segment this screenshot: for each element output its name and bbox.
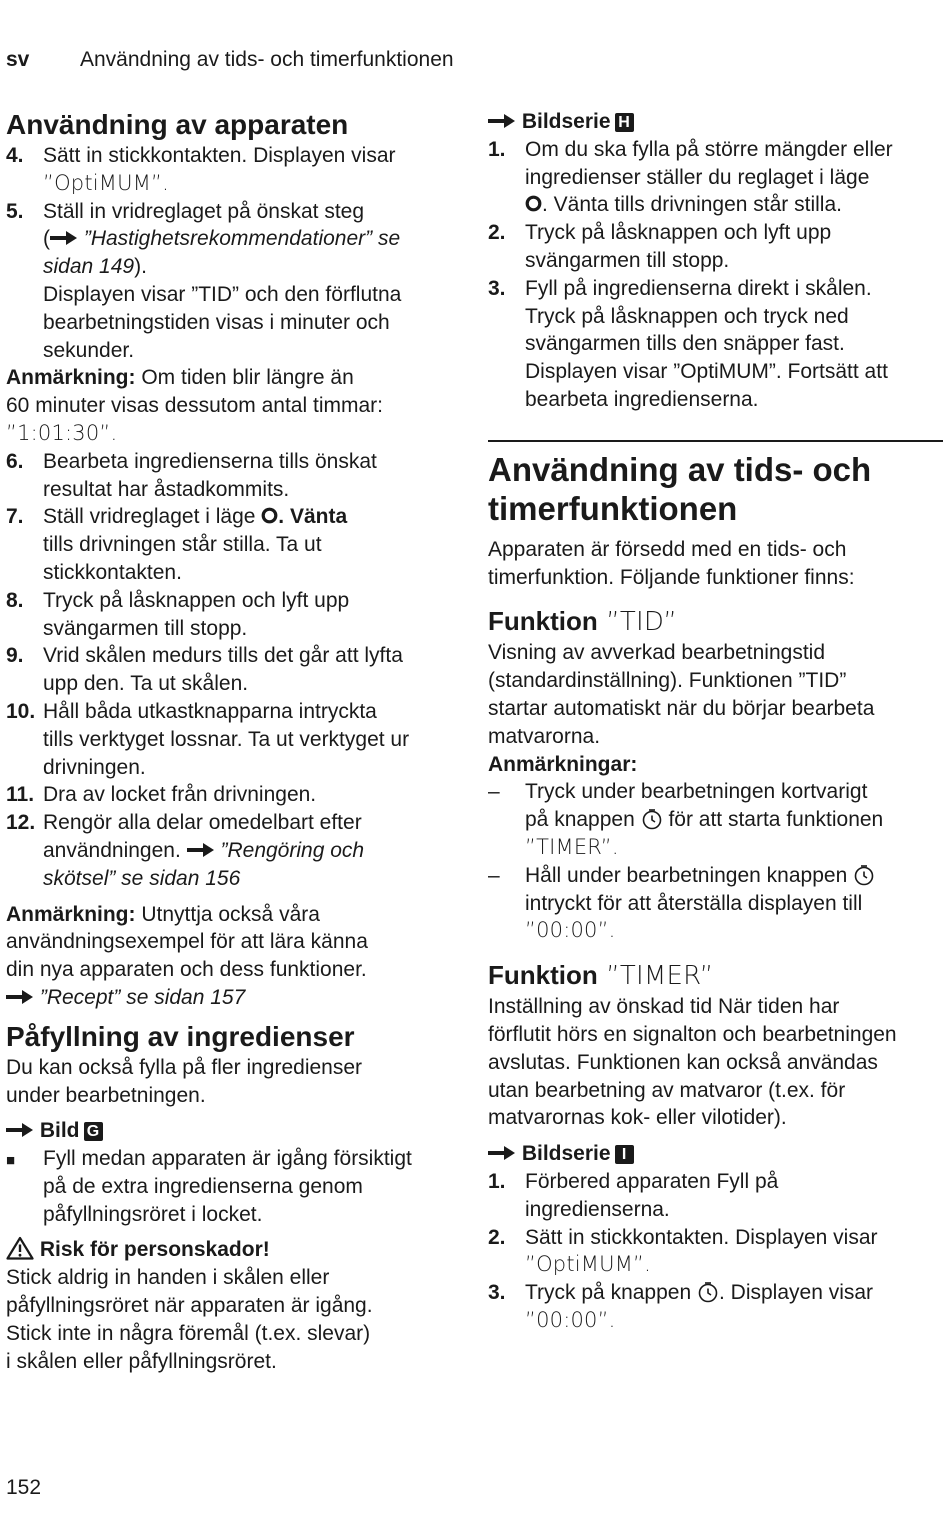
- step-text: . Displayen visar: [718, 1281, 874, 1305]
- left-column: [6, 108, 456, 1375]
- step-text: ingredienserna.: [525, 1197, 670, 1221]
- step-6: [6, 448, 456, 504]
- figure-letter-badge: I: [615, 1145, 634, 1164]
- step-text: sekunder.: [43, 338, 135, 362]
- cross-reference[interactable]: [43, 225, 456, 253]
- step-number: 8.: [6, 588, 24, 612]
- timer-step-3: [488, 1279, 943, 1335]
- step-text: ingredienser ställer du reglaget i läge: [525, 165, 870, 189]
- heading-function-tid: [488, 605, 943, 639]
- step-text: resultat har åstadkommits.: [43, 477, 290, 501]
- step-number: 10.: [6, 699, 36, 723]
- heading-word: Funktion: [488, 606, 598, 637]
- step-text: Ställ in vridreglaget på önskat steg: [43, 199, 365, 223]
- warning-text: påfyllningsröret när apparaten är igång.: [6, 1294, 373, 1318]
- note-label: Anmärkning:: [6, 902, 136, 926]
- display-text: ”OptiMUM”.: [43, 170, 169, 195]
- warning-title-text: Risk för personskador!: [39, 1238, 270, 1262]
- step-text: Dra av locket från drivningen.: [43, 783, 317, 807]
- reference-title: ”Rengöring och: [220, 838, 365, 862]
- paragraph: förflutit hörs en signalton och bearbetningen: [488, 1022, 897, 1046]
- step-text: drivningen.: [43, 755, 146, 779]
- figure-letter-badge: G: [84, 1122, 103, 1141]
- timer-clock-icon: [641, 808, 663, 830]
- display-text: ”1:01:30”.: [6, 420, 118, 445]
- item-text: för att starta funktionen: [662, 808, 884, 832]
- bullet-item: [6, 1145, 456, 1228]
- step-text: Displayen visar ”OptiMUM”. Fortsätt att: [525, 360, 888, 384]
- page-number: 152: [6, 1476, 42, 1499]
- right-column: [488, 108, 943, 1335]
- heading-timer-section: [488, 450, 943, 528]
- step-text: tills verktyget lossnar. Ta ut verktyget ur: [43, 727, 410, 751]
- step-text: användningen.: [43, 838, 187, 862]
- figure-label: Bild: [39, 1119, 80, 1143]
- paren-close: ).: [134, 255, 147, 279]
- paragraph: avslutas. Funktionen kan också användas: [488, 1050, 878, 1074]
- paragraph: utan bearbetning av matvaror (t.ex. för: [488, 1078, 846, 1102]
- figure-series-reference: [488, 108, 943, 136]
- bullet-text: påfyllningsröret i locket.: [43, 1202, 263, 1226]
- figure-label: Bildserie: [521, 1142, 611, 1166]
- bullet-text: på de extra ingredienserna genom: [43, 1174, 363, 1198]
- arrow-right-icon: [50, 230, 78, 246]
- step-text: Rengör alla delar omedelbart efter: [43, 811, 362, 835]
- timer-clock-icon: [853, 864, 875, 886]
- warning-text: Stick inte in några föremål (t.ex. slevar): [6, 1321, 371, 1345]
- notes-label: Anmärkningar:: [488, 752, 638, 776]
- step-text: svängarmen till stopp.: [525, 248, 730, 272]
- display-text: ”TIMER”.: [525, 834, 619, 859]
- step-number: 1.: [488, 1169, 506, 1193]
- step-7: [6, 503, 456, 586]
- running-header: [6, 48, 454, 72]
- off-position-ring-icon: [261, 507, 278, 524]
- step-text: tills drivningen står stilla. Ta ut: [43, 533, 322, 557]
- paragraph: matvarorna.: [488, 724, 601, 748]
- paragraph: timerfunktion. Följande funktioner finns:: [488, 565, 855, 589]
- step-text: upp den. Ta ut skålen.: [43, 672, 249, 696]
- figure-reference: [6, 1117, 456, 1145]
- heading-word: Funktion: [488, 960, 598, 991]
- step-number: 4.: [6, 144, 24, 167]
- reference-title: ”Recept” se sidan 157: [39, 985, 246, 1009]
- step-number: 6.: [6, 449, 24, 473]
- step-number: 7.: [6, 505, 24, 529]
- paragraph: Apparaten är försedd med en tids- och: [488, 537, 847, 561]
- reference-page: sidan 149: [43, 255, 135, 279]
- note-text: Om tiden blir längre än: [135, 366, 354, 390]
- arrow-right-icon: [187, 842, 215, 858]
- warning-title: [6, 1236, 456, 1264]
- section-divider: [488, 440, 943, 442]
- reference-title: skötsel” se sidan 156: [43, 866, 241, 890]
- paragraph: matvarornas kok- eller vilotider).: [488, 1106, 787, 1130]
- step-4: [6, 142, 456, 198]
- step-text: . Vänta: [278, 505, 348, 529]
- warning-text: Stick aldrig in handen i skålen eller: [6, 1266, 330, 1290]
- arrow-right-icon: [488, 113, 516, 129]
- square-bullet-icon: ■: [6, 1152, 16, 1170]
- step-number: 3.: [488, 1281, 506, 1305]
- paragraph: startar automatiskt när du börjar bearbeta: [488, 696, 875, 720]
- paragraph: under bearbetningen.: [6, 1083, 206, 1107]
- cross-reference[interactable]: [43, 837, 456, 865]
- step-text: Bearbeta ingredienserna tills önskat: [43, 449, 377, 473]
- step-number: 11.: [6, 783, 35, 807]
- step-text: . Vänta tills drivningen står stilla.: [542, 193, 842, 217]
- item-text: Håll under bearbetningen knappen: [525, 863, 854, 887]
- step-text: Fyll på ingredienserna direkt i skålen.: [525, 276, 872, 300]
- fill-step-3: [488, 275, 943, 414]
- note-text: din nya apparaten och dess funktioner.: [6, 958, 367, 982]
- paragraph: Du kan också fylla på fler ingredienser: [6, 1055, 363, 1079]
- paragraph: Inställning av önskad tid När tiden har: [488, 995, 840, 1019]
- step-10: [6, 698, 456, 781]
- step-text: Tryck på knappen: [525, 1281, 697, 1305]
- step-text: Sätt in stickkontakten. Displayen visar: [525, 1225, 878, 1249]
- fill-step-1: [488, 136, 943, 219]
- cross-reference[interactable]: [6, 984, 456, 1012]
- paren-open: (: [43, 227, 50, 251]
- step-number: 2.: [488, 1225, 506, 1249]
- step-text: Tryck på låsknappen och lyft upp: [525, 221, 832, 245]
- dash-item: [488, 862, 943, 945]
- figure-label: Bildserie: [521, 110, 611, 133]
- step-12: [6, 809, 456, 892]
- step-text: bearbetningstiden visas i minuter och: [43, 310, 390, 334]
- figure-series-reference: [488, 1140, 943, 1168]
- display-text: ”00:00”.: [525, 1307, 616, 1332]
- warning-triangle-icon: [6, 1236, 34, 1260]
- note-hours: [6, 364, 456, 447]
- note-text: 60 minuter visas dessutom antal timmar:: [6, 394, 383, 418]
- display-text: ”TIMER”: [597, 961, 714, 992]
- step-text: Sätt in stickkontakten. Displayen visar: [43, 144, 396, 167]
- arrow-right-icon: [6, 1122, 34, 1138]
- step-8: [6, 587, 456, 643]
- dash-item: [488, 778, 943, 861]
- paragraph: Visning av avverkad bearbetningstid: [488, 641, 825, 665]
- step-text: stickkontakten.: [43, 560, 182, 584]
- dash-marker: –: [488, 863, 500, 887]
- off-position-ring-icon: [525, 195, 542, 212]
- note-text: Utnyttja också våra: [135, 902, 320, 926]
- note-examples: [6, 901, 456, 1012]
- dash-marker: –: [488, 780, 500, 804]
- language-code: sv: [6, 48, 30, 71]
- arrow-right-icon: [488, 1145, 516, 1161]
- step-text: svängarmen tills den snäpper fast.: [525, 332, 845, 356]
- paragraph: (standardinställning). Funktionen ”TID”: [488, 669, 847, 693]
- step-number: 5.: [6, 199, 24, 223]
- timer-clock-icon: [697, 1281, 719, 1303]
- step-text: Håll båda utkastknapparna intryckta: [43, 699, 377, 723]
- step-text: Förbered apparaten Fyll på: [525, 1169, 779, 1193]
- step-number: 3.: [488, 276, 506, 300]
- heading-line: timerfunktionen: [488, 489, 738, 527]
- note-label: Anmärkning:: [6, 366, 136, 390]
- step-text: Tryck på låsknappen och tryck ned: [525, 304, 849, 328]
- display-text: ”OptiMUM”.: [525, 1252, 651, 1277]
- step-text: bearbeta ingredienserna.: [525, 387, 759, 411]
- step-5: [6, 198, 456, 365]
- display-text: ”00:00”.: [525, 918, 616, 943]
- heading-filling: Påfyllning av ingredienser: [6, 1020, 355, 1052]
- step-number: 1.: [488, 137, 506, 161]
- figure-letter-badge: H: [615, 113, 634, 132]
- step-9: [6, 642, 456, 698]
- step-number: 2.: [488, 221, 506, 245]
- arrow-right-icon: [6, 989, 34, 1005]
- step-text: Ställ vridreglaget i läge: [43, 505, 262, 529]
- step-11: [6, 781, 456, 809]
- item-text: på knappen: [525, 808, 641, 832]
- header-title: Användning av tids- och timerfunktionen: [80, 48, 454, 71]
- warning-text: i skålen eller påfyllningsröret.: [6, 1349, 277, 1373]
- display-text: ”TID”: [597, 607, 678, 638]
- reference-title: ”Hastighetsrekommendationer” se: [83, 227, 401, 251]
- bullet-text: Fyll medan apparaten är igång försiktigt: [43, 1147, 412, 1171]
- step-text: Om du ska fylla på större mängder eller: [525, 137, 893, 161]
- step-text: svängarmen till stopp.: [43, 616, 248, 640]
- timer-step-2: [488, 1224, 943, 1280]
- step-number: 9.: [6, 644, 24, 668]
- note-text: användningsexempel för att lära känna: [6, 930, 368, 954]
- fill-step-2: [488, 219, 943, 275]
- item-text: Tryck under bearbetningen kortvarigt: [525, 780, 868, 804]
- step-text: Vrid skålen medurs tills det går att lyfta: [43, 644, 403, 668]
- heading-line: Användning av tids- och: [488, 450, 872, 488]
- step-number: 12.: [6, 811, 36, 835]
- step-text: Tryck på låsknappen och lyft upp: [43, 588, 350, 612]
- item-text: intryckt för att återställa displayen till: [525, 891, 863, 915]
- step-text: Displayen visar ”TID” och den förflutna: [43, 282, 402, 306]
- timer-step-1: [488, 1168, 943, 1224]
- heading-usage: Användning av apparaten: [6, 109, 349, 140]
- heading-function-timer: [488, 959, 943, 993]
